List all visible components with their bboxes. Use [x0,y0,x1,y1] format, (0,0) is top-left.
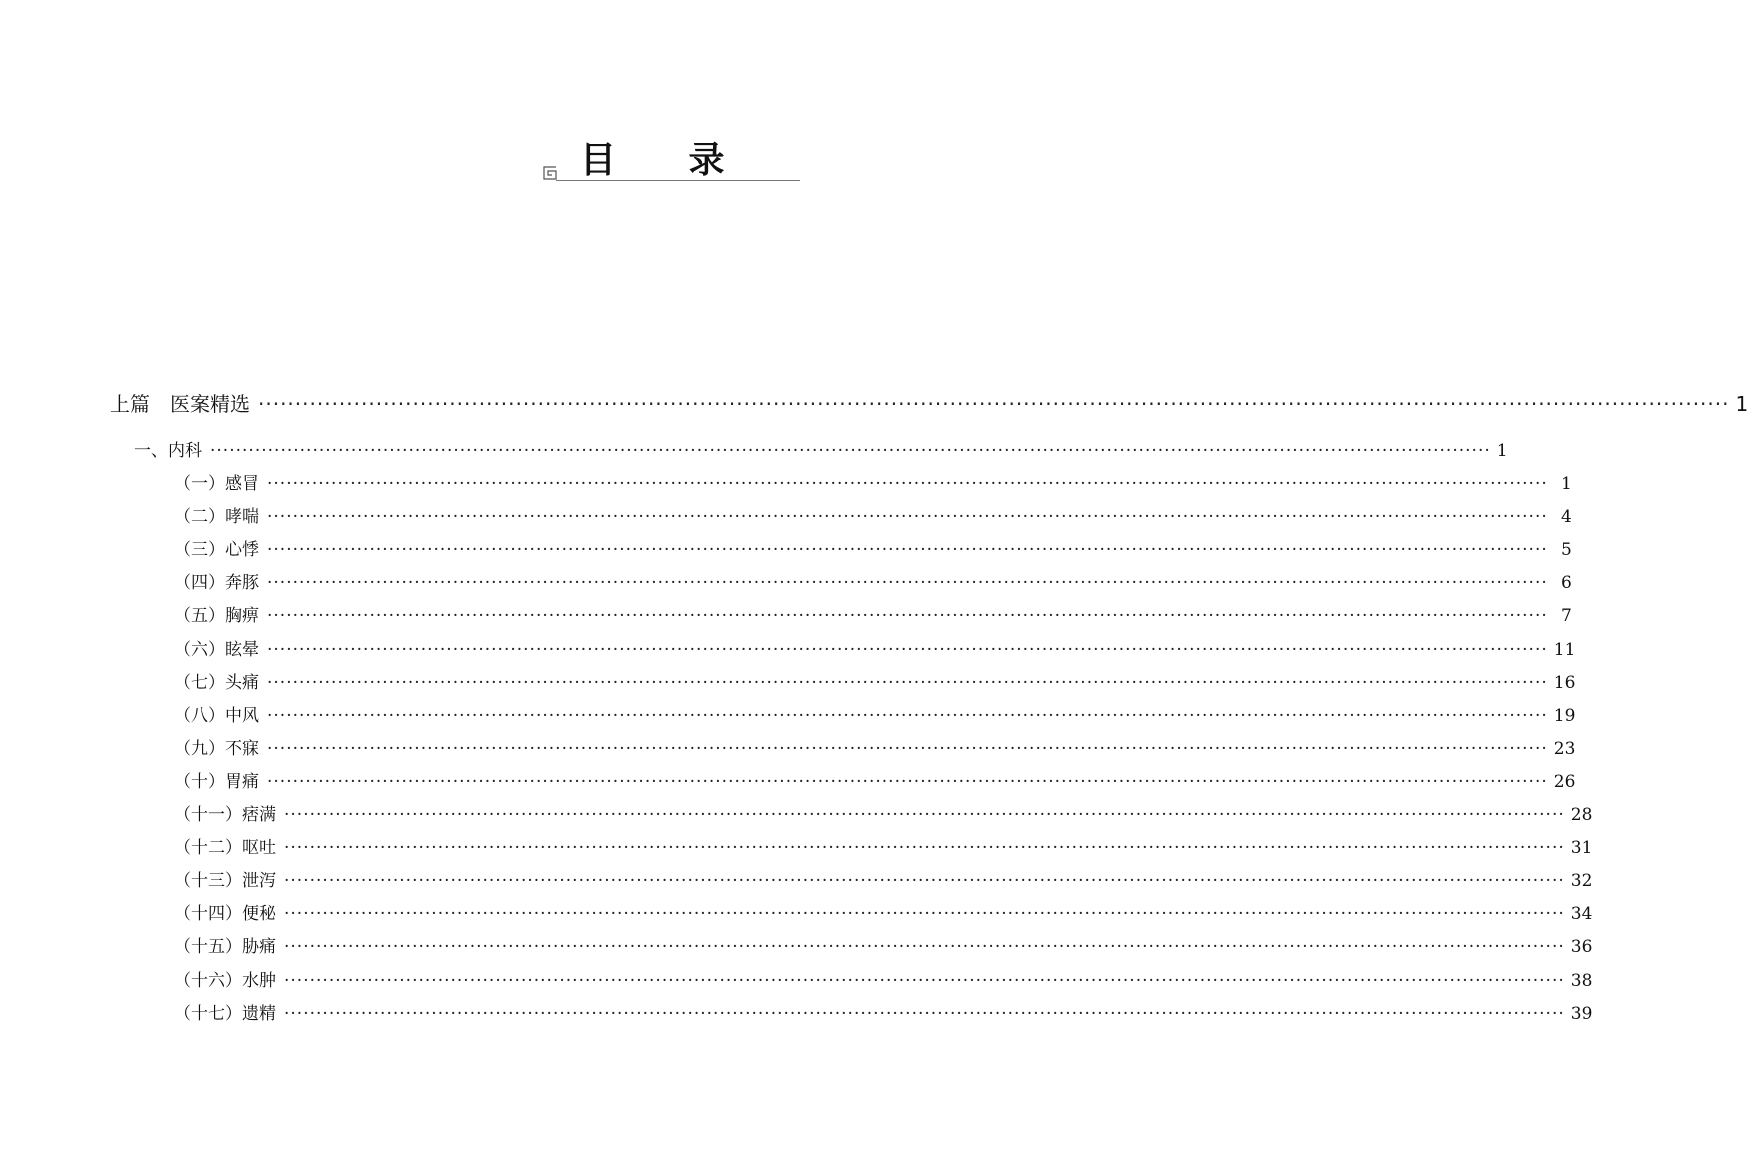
toc-entry[interactable] [174,568,1572,594]
toc-page-number: 4 [1560,507,1572,528]
toc-leader-dots: ········································································································································································································ [267,507,1548,528]
toc-page-number: 38 [1570,970,1593,991]
toc-page-number: 6 [1560,573,1572,594]
toc-entry-title: 上篇 医案精选 [110,392,250,416]
toc-entry[interactable] [174,535,1572,561]
toc-leader-dots: ········································································································································································································ [284,1003,1565,1024]
toc-entry[interactable] [174,701,1576,726]
toc-entry[interactable] [174,833,1593,859]
toc-entry[interactable] [174,469,1572,494]
toc-entry[interactable] [174,932,1593,958]
page-title: 目 录 [580,140,755,181]
toc-leader-dots: ········································································································································································································ [284,805,1565,825]
toc-page-number: 34 [1570,904,1593,925]
toc-leader-dots: ········································································································································································································ [267,672,1548,693]
toc-entry[interactable] [174,668,1576,693]
toc-entry[interactable] [134,436,1508,461]
toc-entry[interactable] [174,966,1593,991]
toc-page-number: 36 [1570,937,1593,958]
toc-page-number: 19 [1553,705,1576,726]
toc-leader-dots: ········································································································································································································ [210,441,1491,461]
toc-leader-dots: ········································································································································································································ [267,771,1548,792]
toc-entry-title: （八）中风 [174,705,259,726]
toc-leader-dots: ········································································································································································································ [267,705,1548,726]
corner-ornament-icon [543,166,557,180]
toc-entry-title: （二）哮喘 [174,507,259,528]
toc-leader-dots: ········································································································································································································ [267,540,1548,561]
toc-entry[interactable] [110,388,1748,417]
toc-entry[interactable] [174,899,1593,925]
toc-entry-title: （九）不寐 [174,738,259,759]
toc-entry-title: 一、内科 [134,441,202,461]
toc-leader-dots: ········································································································································································································ [267,474,1548,494]
toc-entry[interactable] [174,734,1576,759]
toc-entry[interactable] [174,502,1572,528]
toc-entry-title: （十三）泄泻 [174,871,276,892]
toc-leader-dots: ········································································································································································································ [267,738,1548,759]
toc-entry[interactable] [174,601,1572,627]
toc-entry[interactable] [174,767,1576,792]
toc-page-number: 1 [1496,441,1508,461]
toc-leader-dots: ········································································································································································································ [267,606,1548,627]
toc-entry-title: （十六）水肿 [174,970,276,991]
toc-leader-dots: ········································································································································································································ [258,392,1730,416]
toc-page-number: 1 [1735,392,1748,416]
toc-entry-title: （六）眩晕 [174,639,259,660]
toc-entry-title: （三）心悸 [174,540,259,561]
toc-leader-dots: ········································································································································································································ [284,970,1565,991]
toc-page-number: 16 [1553,672,1576,693]
toc-entry-title: （十二）呕吐 [174,838,276,859]
toc-page-number: 31 [1570,838,1593,859]
toc-page-number: 39 [1570,1003,1593,1024]
toc-page-number: 11 [1553,639,1576,660]
toc-entry[interactable] [174,999,1593,1024]
toc-entry-title: （十七）遗精 [174,1003,276,1024]
toc-entry-title: （十四）便秘 [174,904,276,925]
toc-entry[interactable] [174,635,1576,660]
toc-entry-title: （四）奔豚 [174,573,259,594]
toc-leader-dots: ········································································································································································································ [284,871,1565,892]
toc-leader-dots: ········································································································································································································ [267,639,1548,660]
toc-entry[interactable] [174,866,1593,892]
toc-entry-title: （五）胸痹 [174,606,259,627]
toc-page-number: 28 [1570,805,1593,825]
toc-entry-title: （十）胃痛 [174,771,259,792]
toc-entry-title: （一）感冒 [174,474,259,494]
toc-entry-title: （十五）胁痛 [174,937,276,958]
title-rule [556,180,800,181]
toc-page-number: 7 [1560,606,1572,627]
toc-page-number: 26 [1553,771,1576,792]
toc-page-number: 32 [1570,871,1593,892]
toc-leader-dots: ········································································································································································································ [267,573,1548,594]
toc-entry-title: （十一）痞满 [174,805,276,825]
toc-page-number: 23 [1553,738,1576,759]
toc-entry[interactable] [174,800,1593,825]
toc-page-number: 1 [1560,474,1572,494]
toc-entry-title: （七）头痛 [174,672,259,693]
toc-page-number: 5 [1560,540,1572,561]
toc-leader-dots: ········································································································································································································ [284,904,1565,925]
toc-leader-dots: ········································································································································································································ [284,838,1565,859]
toc-leader-dots: ········································································································································································································ [284,937,1565,958]
